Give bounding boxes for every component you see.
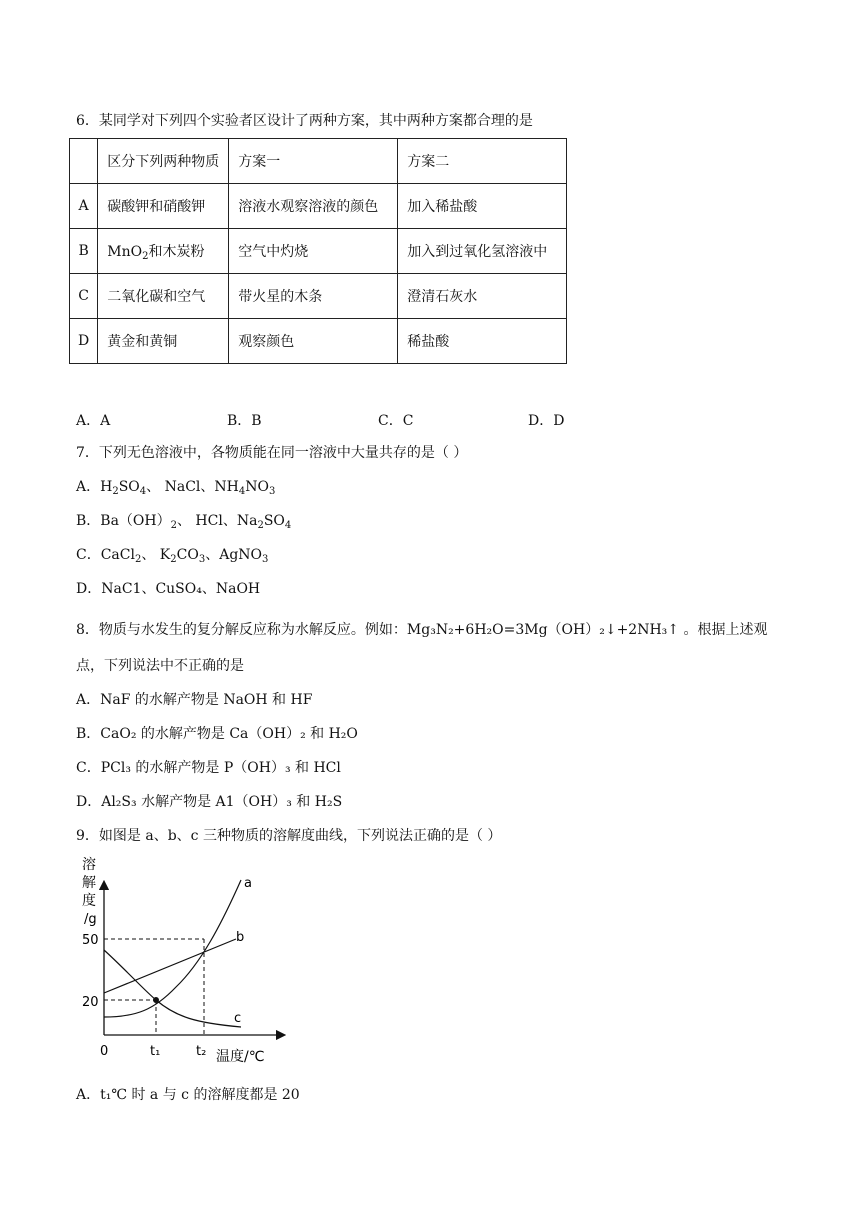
q8-stem-line2: 点，下列说法中不正确的是 bbox=[76, 658, 244, 674]
q9-stem: 9．如图是 a、b、c 三种物质的溶解度曲线，下列说法正确的是（ ） bbox=[76, 828, 502, 844]
subscript: 3 bbox=[198, 554, 206, 565]
q7-stem: 7．下列无色溶液中，各物质能在同一溶液中大量共存的是（ ） bbox=[76, 445, 468, 461]
origin-label: 0 bbox=[100, 1044, 109, 1059]
subscript: 4 bbox=[238, 486, 246, 497]
table-header-row bbox=[70, 139, 567, 184]
text-part: 、 NaCl、NH bbox=[146, 479, 239, 495]
subscript: 2 bbox=[112, 486, 119, 497]
curve-label-c: c bbox=[234, 1011, 242, 1026]
q8-option-c: C．PCl₃ 的水解产物是 P（OH）₃ 和 HCl bbox=[76, 760, 341, 776]
q7-option-a bbox=[76, 477, 275, 502]
formula-part: 和木炭粉 bbox=[148, 243, 205, 260]
x-axis-label: 温度/℃ bbox=[216, 1049, 265, 1065]
text-part: 、 HCl、Na bbox=[176, 513, 258, 529]
text-part: B．Ba（OH） bbox=[76, 513, 171, 529]
table-cell-empty bbox=[70, 139, 98, 184]
q6-choice-b: B．B bbox=[227, 413, 262, 429]
y-label-4: /g bbox=[84, 912, 97, 927]
table-row bbox=[70, 229, 567, 274]
table-cell: 二氧化碳和空气 bbox=[98, 274, 229, 319]
subscript: 3 bbox=[262, 554, 269, 565]
row-letter: B bbox=[70, 229, 98, 274]
q8-option-b: B．CaO₂ 的水解产物是 Ca（OH）₂ 和 H₂O bbox=[76, 726, 358, 742]
q8-stem-line1: 8．物质与水发生的复分解反应称为水解反应。例如：Mg₃N₂+6H₂O=3Mg（OH）₂↓+2NH₃↑ 。根据上述观 bbox=[76, 622, 768, 638]
row-letter: D bbox=[70, 319, 98, 364]
table-cell: 加入到过氧化氢溶液中 bbox=[398, 229, 567, 274]
curve-label-b: b bbox=[236, 930, 245, 945]
q7-option-b bbox=[76, 511, 291, 536]
text-part: C．CaCl bbox=[76, 547, 135, 563]
q6-table bbox=[69, 138, 567, 364]
table-row bbox=[70, 184, 567, 229]
x-tick-t2: t₂ bbox=[196, 1044, 207, 1059]
text-part: 、AgNO bbox=[205, 547, 263, 563]
curve-b bbox=[104, 939, 236, 993]
table-cell: 黄金和黄铜 bbox=[98, 319, 229, 364]
table-cell: 溶液水观察溶液的颜色 bbox=[229, 184, 398, 229]
table-header: 方案二 bbox=[398, 139, 567, 184]
table-cell: 澄清石灰水 bbox=[398, 274, 567, 319]
table-cell: 加入稀盐酸 bbox=[398, 184, 567, 229]
y-label-1: 溶 bbox=[82, 857, 96, 873]
table-cell: 观察颜色 bbox=[229, 319, 398, 364]
subscript: 2 bbox=[170, 520, 177, 531]
text-part: 、 K bbox=[141, 547, 171, 563]
q8-option-a: A．NaF 的水解产物是 NaOH 和 HF bbox=[76, 692, 313, 708]
table-cell: 空气中灼烧 bbox=[229, 229, 398, 274]
y-tick-50: 50 bbox=[82, 933, 99, 948]
text-part: NO bbox=[245, 479, 269, 495]
text-part: SO bbox=[263, 513, 285, 529]
table-cell: 碳酸钾和硝酸钾 bbox=[98, 184, 229, 229]
table-row bbox=[70, 274, 567, 319]
x-tick-t1: t₁ bbox=[150, 1044, 161, 1059]
table-header: 方案一 bbox=[229, 139, 398, 184]
q6-stem: 6．某同学对下列四个实验者区设计了两种方案，其中两种方案都合理的是 bbox=[76, 113, 533, 129]
formula-part: MnO bbox=[107, 243, 143, 260]
q7-option-d: D．NaC1、CuSO₄、NaOH bbox=[76, 581, 261, 597]
text-part: SO bbox=[118, 479, 140, 495]
y-label-3: 度 bbox=[82, 893, 96, 909]
q6-choice-a: A．A bbox=[76, 413, 111, 429]
subscript: 4 bbox=[139, 486, 147, 497]
y-label-2: 解 bbox=[82, 875, 96, 891]
table-row bbox=[70, 319, 567, 364]
formula-subscript: 2 bbox=[142, 250, 149, 262]
subscript: 2 bbox=[134, 554, 142, 565]
table-cell: 带火星的木条 bbox=[229, 274, 398, 319]
y-tick-20: 20 bbox=[82, 995, 99, 1010]
q7-option-c bbox=[76, 545, 268, 570]
table-cell bbox=[98, 229, 229, 274]
q8-option-d: D．Al₂S₃ 水解产物是 A1（OH）₃ 和 H₂S bbox=[76, 794, 343, 810]
text-part: A．H bbox=[76, 479, 113, 495]
curve-label-a: a bbox=[244, 876, 252, 891]
q6-choice-c: C．C bbox=[378, 413, 414, 429]
row-letter: C bbox=[70, 274, 98, 319]
intersection-point bbox=[153, 997, 159, 1003]
q6-choice-d: D．D bbox=[528, 413, 565, 429]
table-header: 区分下列两种物质 bbox=[98, 139, 229, 184]
subscript: 2 bbox=[170, 554, 177, 565]
subscript: 4 bbox=[284, 520, 292, 531]
curve-a bbox=[104, 880, 241, 1017]
subscript: 3 bbox=[268, 486, 276, 497]
solubility-graph bbox=[76, 855, 296, 1080]
table-cell: 稀盐酸 bbox=[398, 319, 567, 364]
row-letter: A bbox=[70, 184, 98, 229]
text-part: CO bbox=[176, 547, 199, 563]
subscript: 2 bbox=[257, 520, 264, 531]
q9-option-a: A．t₁℃ 时 a 与 c 的溶解度都是 20 bbox=[76, 1087, 300, 1103]
